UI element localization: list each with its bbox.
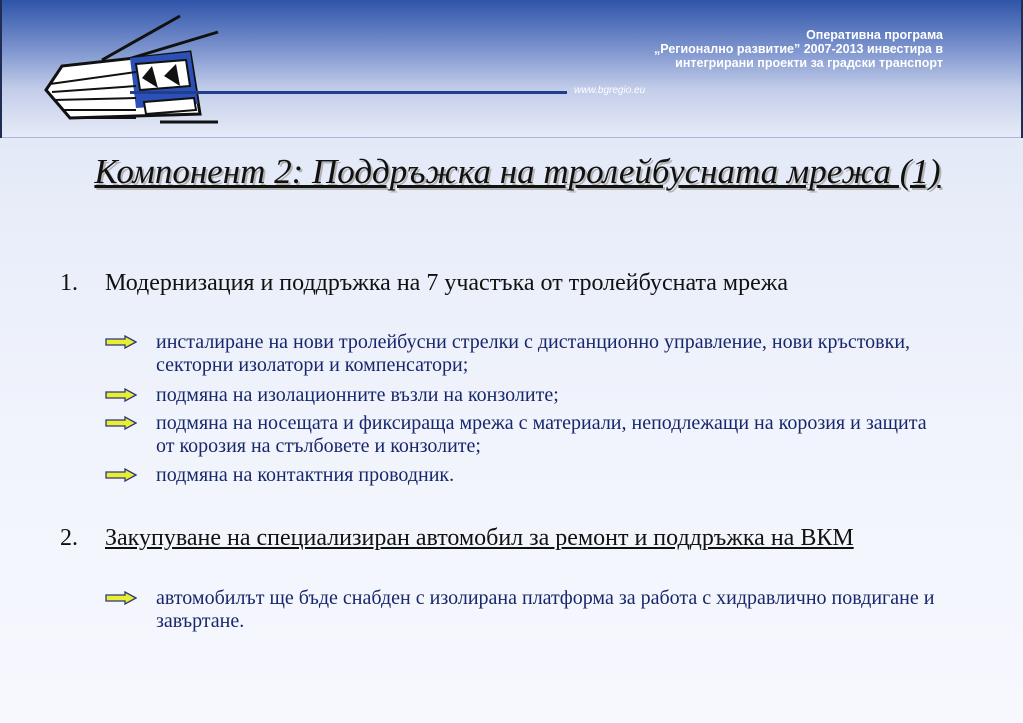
item-number: 2. (60, 525, 78, 551)
trolleybus-logo-icon (40, 14, 220, 129)
arrow-bullet-icon (105, 468, 137, 482)
program-text (483, 28, 943, 70)
bullet-text: инсталиране на нови тролейбусни стрелки с дистанционно управление, нови кръстовки, секторни изолатори и компенсатори; (156, 331, 911, 376)
left-edge-rule (0, 0, 2, 138)
program-line: интегрирани проекти за градски транспорт (675, 56, 943, 70)
bullet-text: подмяна на изолационните възли на конзолите; (156, 384, 559, 406)
program-line: Оперативна програма (806, 28, 943, 42)
header-banner (0, 0, 1023, 138)
program-line: „Регионално развитие” 2007-2013 инвестира в (654, 42, 943, 56)
bullet-text: автомобилът ще бъде снабден с изолирана платформа за работа с хидравлично повдигане и завъртане. (156, 587, 935, 632)
header-rule (130, 91, 567, 94)
arrow-bullet-icon (105, 388, 137, 402)
item-text: Закупуване на специализиран автомобил за ремонт и поддръжка на ВКМ (105, 525, 854, 551)
slide-title: Компонент 2: Поддръжка на тролейбусната мрежа (1) (94, 152, 941, 191)
item-number: 1. (60, 270, 78, 296)
item-text: Модернизация и поддръжка на 7 участъка от тролейбусната мрежа (105, 270, 788, 296)
website-link[interactable]: www.bgregio.eu (574, 85, 646, 96)
arrow-bullet-icon (105, 416, 137, 430)
arrow-bullet-icon (105, 335, 137, 349)
arrow-bullet-icon (105, 591, 137, 605)
bullet-text: подмяна на носещата и фиксираща мрежа с материали, неподлежащи на корозия и защита от корозия на стълбовете и конзолите; (156, 412, 927, 457)
bullet-text: подмяна на контактния проводник. (156, 464, 455, 486)
